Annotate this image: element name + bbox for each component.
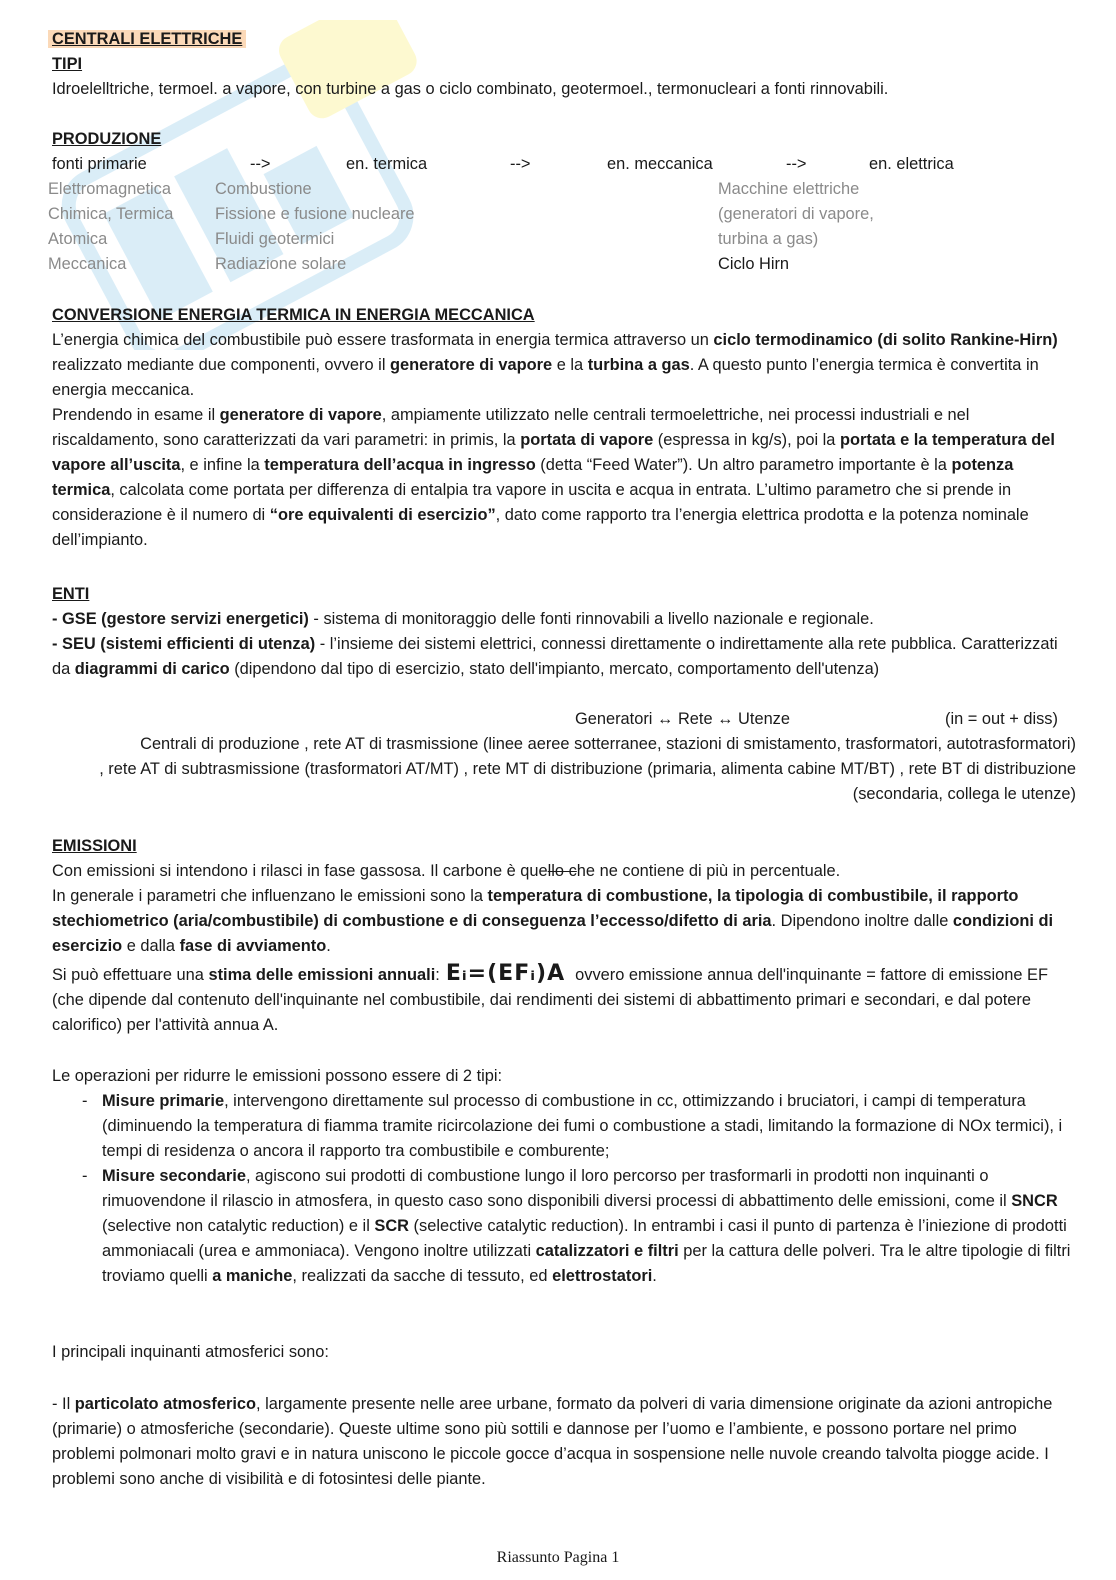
tipi-heading: TIPI xyxy=(52,55,83,73)
emissioni-paragraph-1 xyxy=(52,859,1076,884)
text-run: Si può effettuare una xyxy=(52,966,209,984)
machine-type: Ciclo Hirn xyxy=(718,255,790,273)
machine-type: Macchine elettriche xyxy=(718,180,860,198)
bold-run: ciclo termodinamico (di solito Rankine-Hirn) xyxy=(713,331,1058,349)
text-run: . xyxy=(652,1267,657,1285)
emissioni-paragraph-2 xyxy=(52,884,1076,959)
bold-run: stima delle emissioni annuali xyxy=(208,966,436,984)
bold-run: generatore di vapore xyxy=(219,406,382,424)
text-run: per la cattura delle polveri. Tra le altre tipologie di filtri troviamo quelli xyxy=(102,1242,1071,1285)
emissioni-paragraph-6 xyxy=(52,1392,1076,1492)
source-type: Elettromagnetica xyxy=(48,180,171,198)
chain-arrow: --> xyxy=(786,155,807,173)
bold-run: condizioni di esercizio xyxy=(52,912,1054,955)
text-run: (espressa in kg/s), poi la xyxy=(653,431,840,449)
text-run: (detta “Feed Water”). Un altro parametro importante è la xyxy=(535,456,952,474)
conversione-heading: CONVERSIONE ENERGIA TERMICA IN ENERGIA MECCANICA xyxy=(52,306,535,324)
text-run: (selective catalytic reduction). In entrambi i casi il punto di partenza è l’iniezione di prodotti ammoniacali (urea e ammoniaca). Vengono inoltre utilizzati xyxy=(102,1217,1067,1260)
emissioni-paragraph-5: I principali inquinanti atmosferici sono: xyxy=(52,1343,329,1361)
document-title: CENTRALI ELETTRICHE xyxy=(52,27,246,52)
bold-run: temperatura di combustione, la tipologia di combustibile, il rapporto stechiometrico (aria/combustibile) di combustione e di conseguenza l’eccesso/difetto di aria xyxy=(52,887,1019,930)
text-run: realizzato mediante due componenti, ovvero il xyxy=(52,356,391,374)
network-flow: Generatori ↔ Rete ↔ Utenze xyxy=(575,710,790,728)
source-type: Meccanica xyxy=(48,255,127,273)
bold-run: Misure primarie xyxy=(102,1092,225,1110)
text-run: . xyxy=(326,937,331,955)
text-run: , agiscono sui prodotti di combustione lungo il loro percorso per trasformarli in prodotti non inquinanti o rimuovendone il rilascio in atmosfera, in questo caso sono disponibili diversi processi di abbattimento delle emissioni, come il xyxy=(102,1167,1012,1210)
machine-type: turbina a gas) xyxy=(718,230,819,248)
bold-run: portata e la temperatura del vapore all’uscita xyxy=(52,431,1055,474)
text-run: . A questo punto l’energia termica è convertita in energia meccanica. xyxy=(52,356,1039,399)
chain-step: en. termica xyxy=(346,155,428,173)
text-run: - Il xyxy=(52,1395,75,1413)
bold-run: temperatura dell’acqua in ingresso xyxy=(264,456,536,474)
chain-step: en. meccanica xyxy=(607,155,713,173)
strikethrough-run: llo c xyxy=(547,862,577,880)
source-type: Chimica, Termica xyxy=(48,205,174,223)
energy-balance: (in = out + diss) xyxy=(945,710,1058,728)
text-run: , dato come rapporto tra l’energia elettrica prodotta e la potenza nominale dell’impianto. xyxy=(52,506,1029,549)
text-run: , realizzati da sacche di tessuto, ed xyxy=(292,1267,553,1285)
text-run: , calcolata come portata per differenza di entalpia tra vapore in uscita e acqua in entrata. L’ultimo parametro che si prende in considerazione è il numero di xyxy=(52,481,1012,524)
chain-step: en. elettrica xyxy=(869,155,954,173)
text-run: L’energia chimica del combustibile può essere trasformata in energia termica attraverso un xyxy=(52,331,714,349)
network-description: Centrali di produzione , rete AT di trasmissione (linee aeree sotterranee, stazioni di smistamento, trasformatori, autotrasformatori) , rete AT di subtrasmissione (trasformatori AT/MT) , rete MT di distribuzione (primaria, alimenta cabine MT/BT) , rete BT di distribuzione (secondaria, collega le utenze) xyxy=(99,735,1076,803)
gse-description: - sistema di monitoraggio delle fonti rinnovabili a livello nazionale e regionale. xyxy=(308,610,874,628)
seu-entry xyxy=(52,632,1076,682)
bold-run: generatore di vapore xyxy=(390,356,553,374)
process-type: Radiazione solare xyxy=(215,255,347,273)
bold-run: elettrostatori xyxy=(552,1267,653,1285)
text-run: Con emissioni si intendono i rilasci in fase gassosa. Il carbone è que xyxy=(52,862,548,880)
page-footer: Riassunto Pagina 1 xyxy=(496,1549,620,1566)
production-row xyxy=(48,227,1076,252)
bold-run: “ore equivalenti di esercizio” xyxy=(269,506,496,524)
text-run: Prendendo in esame il xyxy=(52,406,220,424)
bold-run: portata di vapore xyxy=(520,431,654,449)
emissioni-paragraph-4: Le operazioni per ridurre le emissioni possono essere di 2 tipi: xyxy=(52,1067,503,1085)
production-row xyxy=(48,202,1076,227)
production-row xyxy=(48,252,1076,277)
text-run: he ne contiene di più in percentuale. xyxy=(576,862,841,880)
machine-type: (generatori di vapore, xyxy=(718,205,874,223)
text-run: , intervengono direttamente sul processo di combustione in cc, ottimizzando i bruciatori, i campi di temperatura (diminuendo la temperatura di fiamma tramite ricircolazione dei fumi o combustione a stadi, limitando la formazione di NOx termici), i tempi di residenza o ancora il rapporto tra combustibile e comburente; xyxy=(102,1092,1063,1160)
bold-run: a maniche xyxy=(212,1267,293,1285)
list-item-primary-measures xyxy=(82,1089,1076,1164)
bold-run: catalizzatori e filtri xyxy=(535,1242,679,1260)
tipi-text: Idroelelltriche, termoel. a vapore, con turbine a gas o ciclo combinato, geotermoel., termonucleari a fonti rinnovabili. xyxy=(52,80,889,98)
enti-heading: ENTI xyxy=(52,585,90,603)
produzione-heading: PRODUZIONE xyxy=(52,130,162,148)
text-run: , e infine la xyxy=(180,456,265,474)
production-chain xyxy=(52,152,1076,177)
bold-run: particolato atmosferico xyxy=(74,1395,257,1413)
chain-arrow: --> xyxy=(250,155,271,173)
emissioni-paragraph-3 xyxy=(52,961,1076,1038)
seu-label: - SEU (sistemi efficienti di utenza) xyxy=(52,635,316,653)
process-type: Combustione xyxy=(215,180,312,198)
production-row xyxy=(48,177,1076,202)
conversione-paragraph-1 xyxy=(52,328,1076,403)
text-run: In generale i parametri che influenzano le emissioni sono la xyxy=(52,887,488,905)
emissioni-heading: EMISSIONI xyxy=(52,837,137,855)
text-run: (selective non catalytic reduction) e il xyxy=(102,1217,375,1235)
chain-step: fonti primarie xyxy=(52,155,147,173)
bold-run: potenza termica xyxy=(52,456,1014,499)
bold-run: SNCR xyxy=(1011,1192,1058,1210)
list-item-secondary-measures xyxy=(82,1164,1076,1289)
text-run: (dipendono dal tipo di esercizio, stato dell'impianto, mercato, comportamento dell'utenza) xyxy=(229,660,880,678)
text-run: , ampiamente utilizzato nelle centrali termoelettriche, nei processi industriali e nel riscaldamento, sono caratterizzati da vari parametri: in primis, la xyxy=(52,406,970,449)
conversione-paragraph-2 xyxy=(52,403,1076,553)
chain-arrow: --> xyxy=(510,155,531,173)
process-type: Fissione e fusione nucleare xyxy=(215,205,415,223)
text-run: ovvero emissione annua dell'inquinante = fattore di emissione EF (che dipende dal contenuto dell'inquinante nel combustibile, dai rendimenti dei sistemi di abbattimento primari e secondari, e dal potere calorifico) per l'attività annua A. xyxy=(52,966,1048,1034)
bold-run: Misure secondarie xyxy=(102,1167,246,1185)
emission-formula: Eᵢ=(EFᵢ)A xyxy=(445,961,566,986)
text-run: : xyxy=(435,966,440,984)
text-run: e la xyxy=(552,356,588,374)
seu-description: - l’insieme dei sistemi elettrici, connessi direttamente o indirettamente alla rete pubblica. Caratterizzati da xyxy=(52,635,1058,678)
gse-label: - GSE (gestore servizi energetici) xyxy=(52,610,309,628)
gse-entry xyxy=(52,607,1076,632)
text-run: , largamente presente nelle aree urbane, formato da polveri di varia dimensione originate da azioni antropiche (primarie) o atmosferiche (secondarie). Queste ultime sono più sottili e dannose per l’uomo e l’ambiente, e possono portare nel primo problemi polmonari molto gravi e in natura uniscono le piccole gocce d’acqua in sospensione nelle nuvole creando talvolta piogge acide. I problemi sono anche di visibilità e di fotosintesi delle piante. xyxy=(52,1395,1053,1488)
process-type: Fluidi geotermici xyxy=(215,230,335,248)
bold-run: diagrammi di carico xyxy=(74,660,230,678)
source-type: Atomica xyxy=(48,230,108,248)
bold-run: fase di avviamento xyxy=(179,937,327,955)
bold-run: turbina a gas xyxy=(587,356,690,374)
bold-run: SCR xyxy=(374,1217,409,1235)
text-run: . Dipendono inoltre dalle xyxy=(771,912,953,930)
text-run: e dalla xyxy=(122,937,180,955)
